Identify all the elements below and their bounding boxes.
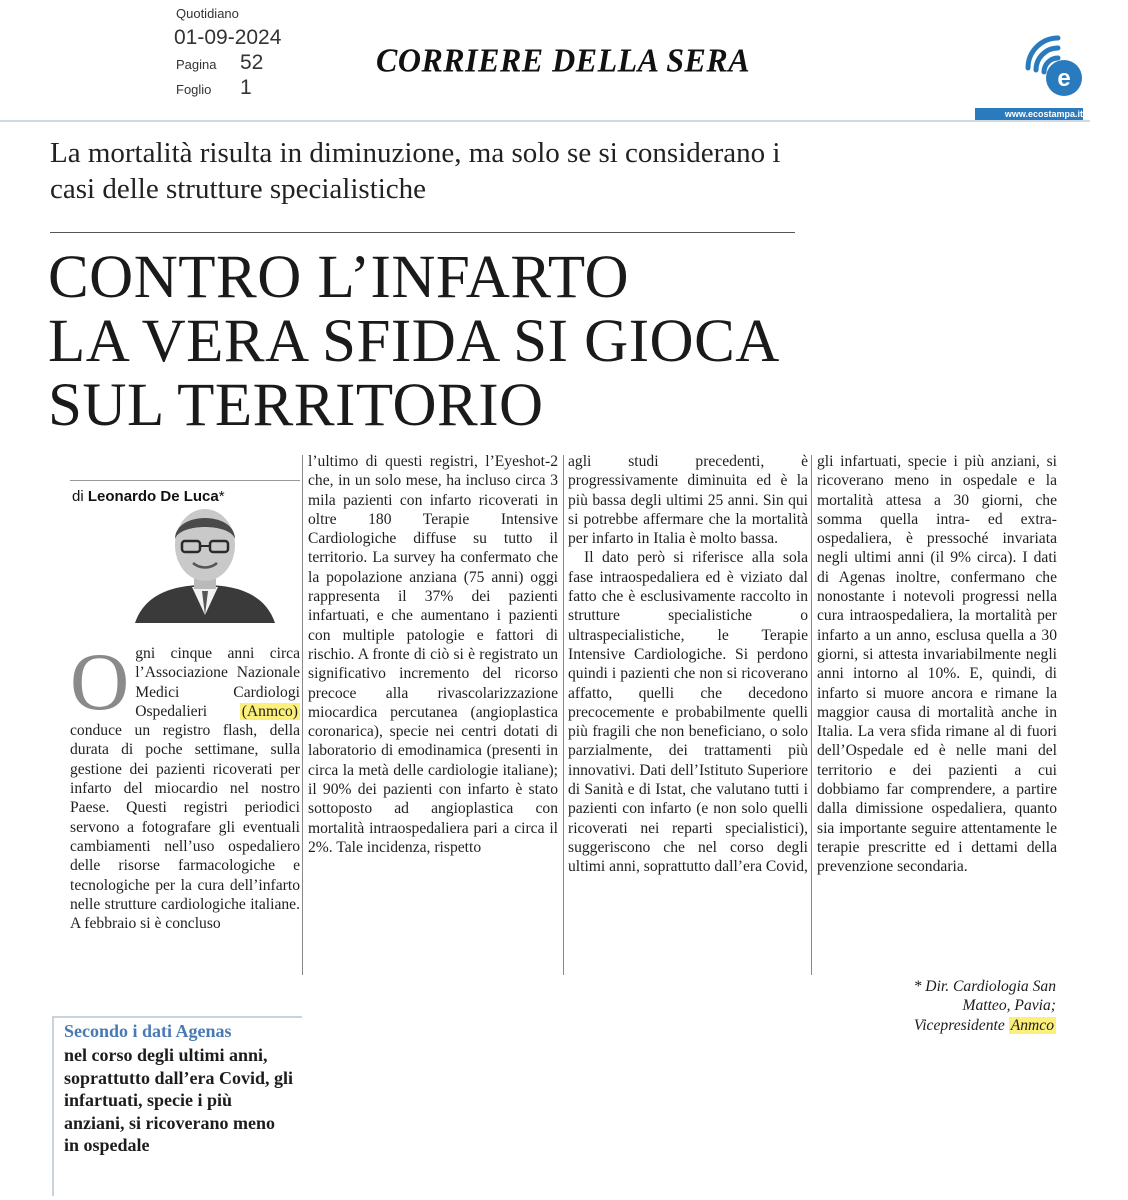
highlight-anmco: (Anmco) xyxy=(241,702,298,720)
article-column-3 xyxy=(568,452,808,877)
col1-text-a: gni cinque anni circa l’Associazione Nazionale Medici Cardiologi Ospedalieri xyxy=(135,645,300,720)
note-line-1: * Dir. Cardiologia San xyxy=(913,978,1056,995)
label-quotidiano: Quotidiano xyxy=(176,6,239,21)
callout-border-top xyxy=(52,1016,302,1018)
article-column-1 xyxy=(70,636,300,933)
label-pagina: Pagina xyxy=(176,57,217,72)
subhead-divider xyxy=(50,232,795,233)
headline-line-3: SUL TERRITORIO xyxy=(48,372,544,439)
article-column-2: l’ultimo di questi registri, l’Eyeshot-2 che, in un solo mese, ha incluso circa 3 mila pazienti con infarto ricoverati in oltre 180 Terapie Intensive Cardiologiche diffuse su tutto il territorio. La survey ha confermato che la popolazione anziana (75 anni) oggi rappresenta il 37% dei pazienti infartuati, e che aumentano i pazienti con multiple patologie e fattori di rischio. A fronte di ciò si è registrato un significativo incremento del ricorso precoce alla rivascolarizzazione miocardica percutanea (angioplastica coronarica), specie nei centri dotati di laboratorio di emodinamica (presenti in circa la metà delle cardiologie italiane); il 90% dei pazienti con infarto è stato sottoposto ad angioplastica con mortalità intraospedaliera pari a circa il 2%. Tale incidenza, rispetto xyxy=(308,453,558,856)
article-headline xyxy=(48,246,948,438)
callout-border-left xyxy=(52,1016,54,1196)
sheet-number: 1 xyxy=(240,76,252,99)
byline xyxy=(72,488,297,505)
masthead: CORRIERE DELLA SERA xyxy=(376,41,751,79)
column-divider xyxy=(811,455,812,975)
label-foglio: Foglio xyxy=(176,82,212,97)
headline-line-1: CONTRO L’INFARTO xyxy=(48,244,630,311)
col1-text-b: conduce un registro flash, della durata di poche settimane, sulla gestione dei pazienti ricoverati per infarto del miocardio nel nostro Paese. Questi registri periodici servono a fotografare gli eventuali cambiamenti nell’uso ospedaliero delle risorse farmacologiche e tecnologiche per la cura dell’infarto nelle strutture cardiologiche italiane. A febbraio si è concluso xyxy=(70,722,300,933)
svg-text:e: e xyxy=(1057,65,1071,92)
logo-url: www.ecostampa.it xyxy=(1004,109,1083,119)
article-subhead: La mortalità risulta in diminuzione, ma solo se si considerano i casi delle strutture specialistiche xyxy=(50,137,781,205)
dropcap: O xyxy=(70,636,130,727)
note-line-2: Matteo, Pavia; xyxy=(962,997,1056,1015)
byline-divider xyxy=(70,480,300,481)
callout-title: Secondo i dati Agenas xyxy=(64,1021,232,1041)
author-portrait xyxy=(130,505,280,628)
page-number: 52 xyxy=(240,51,264,74)
col3-paragraph-1: agli studi precedenti, è progressivamente diminuita ed è la più bassa degli ultimi 25 anni. Sin qui si potrebbe affermare che la mortalità per infarto in Italia è molto bassa. xyxy=(568,453,808,548)
article-column-4: gli infartuati, specie i più anziani, si ricoverano meno in ospedale e la mortalità attesa a 30 giorni, che somma quella intra- ed extra-ospedaliera, è pressoché invariata negli ultimi anni (il 9% circa). I dati di Agenas inoltre, confermano che nonostante i notevoli progressi nella cura intraospedaliera, la mortalità per infarto a un anno, esclusa quella a 30 giorni, si attesta invariabilmente negli anni intorno al 10%. E, quindi, di infarto si muore ancora e rimane la maggior causa di mortalità anche in Italia. La vera sfida rimane al di fuori dell’Ospedale ed è nelle mani del territorio e dei pazienti a cui dobbiamo far comprendere, a partire dalla dimissione ospedaliera, quanto sia importante seguire attentamente le terapie prescritte ed i dettami della prevenzione secondaria. xyxy=(817,453,1057,876)
author-note xyxy=(820,977,1056,1035)
headline-line-2: LA VERA SFIDA SI GIOCA xyxy=(48,308,780,375)
issue-date: 01-09-2024 xyxy=(174,26,282,49)
byline-prefix: di xyxy=(72,488,84,505)
column-divider xyxy=(302,455,303,975)
note-role: Vicepresidente xyxy=(913,1016,1005,1034)
highlight-anmco: Anmco xyxy=(1010,1016,1054,1034)
author-name: Leonardo De Luca xyxy=(87,488,219,505)
note-line-3 xyxy=(820,1016,1056,1035)
ecostampa-logo-icon xyxy=(1022,30,1088,105)
byline-asterisk: * xyxy=(218,488,225,505)
column-divider xyxy=(563,455,564,975)
header-divider xyxy=(0,120,1090,122)
callout-body: nel corso degli ultimi anni, soprattutto dall’era Covid, gli infartuati, specie i più anziani, si ricoverano meno in ospedale xyxy=(64,1045,293,1155)
col3-paragraph-2: Il dato però si riferisce alla sola fase intraospedaliera ed è viziato dal fatto che è esclusivamente raccolto in strutture specialistiche o ultraspecialistiche, le Terapie Intensive Cardiologiche. Si perdono quindi i pazienti che non si ricoverano affatto, quelli che decedono precocemente e probabilmente quelli più fragili che non beneficiano, o solo parzialmente, dei trattamenti più innovativi. Dati dell’Istituto Superiore di Sanità e di Istat, che valutano tutti i pazienti con infarto (e non solo quelli ricoverati nei reparti specialistici), suggeriscono che nel corso degli ultimi anni, soprattutto dall’era Covid, xyxy=(568,549,808,876)
